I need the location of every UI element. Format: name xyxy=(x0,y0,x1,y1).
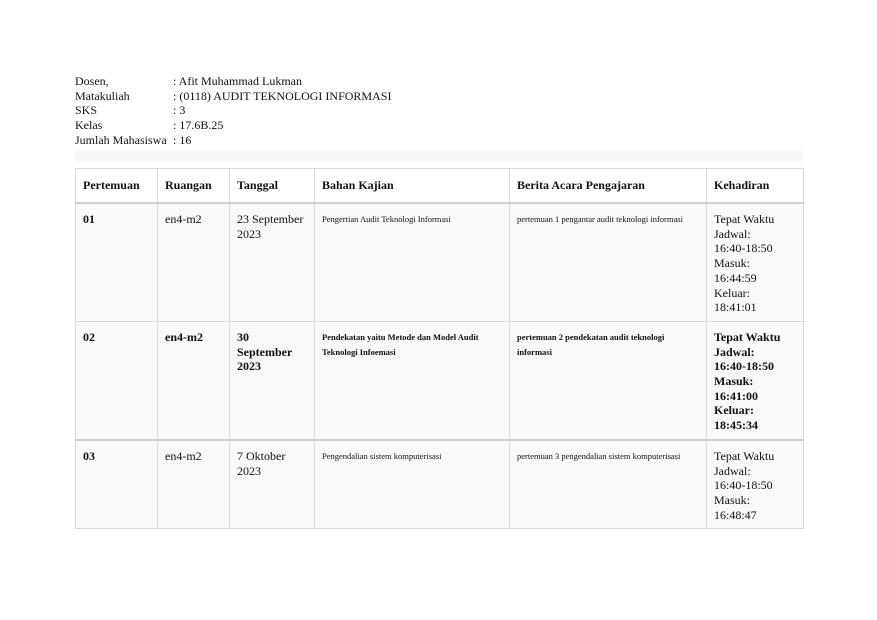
kelas-row xyxy=(75,118,391,133)
table-row xyxy=(76,440,804,529)
pertemuan-cell: 03 xyxy=(76,440,158,529)
kehadiran-jadwal-value: 16:40-18:50 xyxy=(714,359,774,374)
jumlah-mahasiswa-label: Jumlah Mahasiswa xyxy=(75,132,167,147)
kehadiran-jadwal-label: Jadwal: xyxy=(714,226,751,241)
kehadiran-cell xyxy=(707,203,804,321)
column-header-pertemuan: Pertemuan xyxy=(76,169,158,204)
tanggal-cell: 7 Oktober 2023 xyxy=(230,440,315,529)
dosen-value: : Afit Muhammad Lukman xyxy=(173,74,302,88)
kehadiran-masuk-value: 16:44:59 xyxy=(714,270,757,285)
kehadiran-masuk-value: 16:41:00 xyxy=(714,388,758,403)
pertemuan-cell: 02 xyxy=(76,321,158,439)
jumlah-mahasiswa-row xyxy=(75,133,391,148)
course-info-header xyxy=(75,74,391,148)
kehadiran-cell xyxy=(707,321,804,439)
attendance-table xyxy=(75,168,804,529)
kehadiran-masuk-label: Masuk: xyxy=(714,374,754,389)
sks-value: : 3 xyxy=(173,103,186,118)
kehadiran-jadwal-value: 16:40-18:50 xyxy=(714,478,773,493)
berita-acara-cell: pertemuan 2 pendekatan audit teknologi informasi xyxy=(510,321,707,439)
bahan-kajian-cell: Pendekatan yaitu Metode dan Model Audit Teknologi Infoemasi xyxy=(315,321,510,439)
sks-row xyxy=(75,103,391,118)
ruangan-cell: en4-m2 xyxy=(158,321,230,439)
tanggal-cell: 23 September 2023 xyxy=(230,203,315,321)
kehadiran-keluar-label: Keluar: xyxy=(714,403,754,418)
berita-acara-cell: pertemuan 3 pengendalian sistem komputerisasi xyxy=(510,440,707,529)
table-header-row xyxy=(76,169,804,204)
kehadiran-status: Tepat Waktu xyxy=(714,448,775,463)
kehadiran-keluar-value: 18:41:01 xyxy=(714,300,757,315)
berita-acara-cell: pertemuan 1 pengantar audit teknologi informasi xyxy=(510,203,707,321)
kehadiran-status: Tepat Waktu xyxy=(714,329,781,344)
jumlah-mahasiswa-value: : 16 xyxy=(173,132,192,147)
column-header-ruangan: Ruangan xyxy=(158,169,230,204)
column-header-kehadiran: Kehadiran xyxy=(707,169,804,204)
tanggal-cell: 30 September 2023 xyxy=(230,321,315,439)
kehadiran-cell xyxy=(707,440,804,529)
ruangan-cell: en4-m2 xyxy=(158,440,230,529)
kehadiran-jadwal-label: Jadwal: xyxy=(714,463,751,478)
matakuliah-row xyxy=(75,89,391,104)
table-row xyxy=(76,203,804,321)
sks-label: SKS xyxy=(75,103,98,118)
matakuliah-label: Matakuliah xyxy=(75,88,130,103)
table-row xyxy=(76,321,804,439)
kelas-value: : 17.6B.25 xyxy=(173,118,224,133)
separator-band xyxy=(75,150,803,162)
kehadiran-masuk-label: Masuk: xyxy=(714,492,750,507)
bahan-kajian-cell: Pengendalian sistem komputerisasi xyxy=(315,440,510,529)
kehadiran-status: Tepat Waktu xyxy=(714,212,775,226)
kehadiran-masuk-label: Masuk: xyxy=(714,256,750,271)
kehadiran-masuk-value: 16:48:47 xyxy=(714,507,757,522)
kehadiran-keluar-value: 18:45:34 xyxy=(714,418,758,433)
column-header-bahan-kajian: Bahan Kajian xyxy=(315,169,510,204)
kelas-label: Kelas xyxy=(75,118,103,133)
kehadiran-jadwal-value: 16:40-18:50 xyxy=(714,241,773,256)
column-header-tanggal: Tanggal xyxy=(230,169,315,204)
kehadiran-keluar-label: Keluar: xyxy=(714,285,750,300)
ruangan-cell: en4-m2 xyxy=(158,203,230,321)
pertemuan-cell: 01 xyxy=(76,203,158,321)
kehadiran-jadwal-label: Jadwal: xyxy=(714,344,755,359)
column-header-berita-acara: Berita Acara Pengajaran xyxy=(510,169,707,204)
dosen-label: Dosen, xyxy=(75,74,109,88)
dosen-row xyxy=(75,74,391,89)
matakuliah-value: : (0118) AUDIT TEKNOLOGI INFORMASI xyxy=(173,88,392,103)
bahan-kajian-cell: Pengertian Audit Teknologi Informasi xyxy=(315,203,510,321)
